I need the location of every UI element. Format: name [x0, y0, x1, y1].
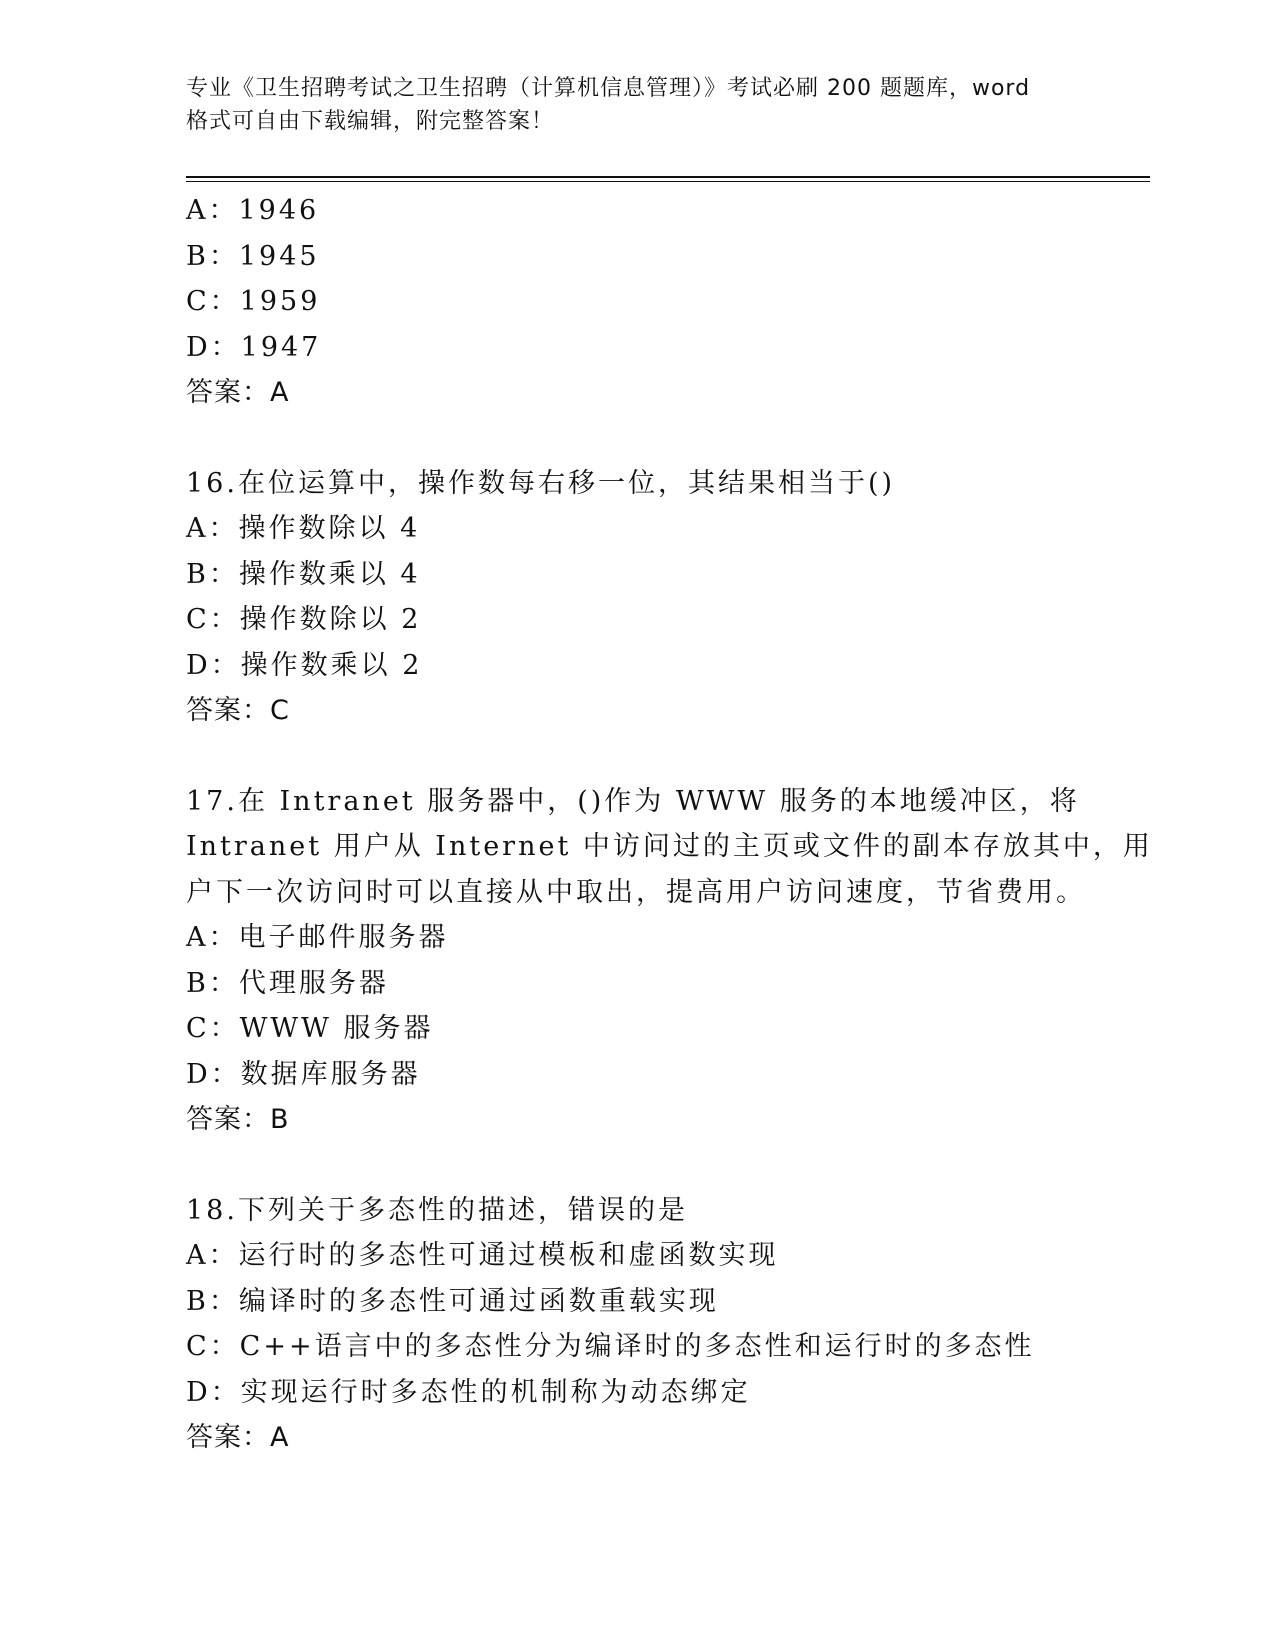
option-b: B：操作数乘以 4 — [186, 558, 421, 590]
option-d: D：操作数乘以 2 — [186, 649, 423, 681]
answer: 答案：C — [186, 695, 290, 726]
question-17 — [186, 779, 1153, 1143]
header-line-2: 格式可自由下载编辑，附完整答案！ — [186, 109, 555, 134]
document-header — [186, 72, 1086, 138]
question-text-line-1: 17.在 Intranet 服务器中，()作为 WWW 服务的本地缓冲区，将 — [186, 785, 1080, 817]
question-text: 18.下列关于多态性的描述，错误的是 — [186, 1194, 688, 1226]
header-divider — [186, 176, 1150, 182]
question-text-line-2: Intranet 用户从 Internet 中访问过的主页或文件的副本存放其中，用 — [186, 831, 1153, 862]
question-text: 16.在位运算中，操作数每右移一位，其结果相当于() — [186, 467, 896, 499]
option-b: B：1945 — [186, 240, 320, 272]
option-d: D：1947 — [186, 331, 322, 363]
question-18 — [186, 1188, 1106, 1461]
answer: 答案：A — [186, 377, 290, 408]
option-d: D：数据库服务器 — [186, 1058, 421, 1090]
option-c: C：操作数除以 2 — [186, 604, 422, 635]
question-text-line-3: 户下一次访问时可以直接从中取出，提高用户访问速度，节省费用。 — [186, 876, 1086, 908]
option-c: C：WWW 服务器 — [186, 1013, 434, 1044]
option-d: D：实现运行时多态性的机制称为动态绑定 — [186, 1376, 751, 1408]
question-16 — [186, 461, 1106, 734]
option-a: A：操作数除以 4 — [186, 513, 421, 544]
header-line-1: 专业《卫生招聘考试之卫生招聘（计算机信息管理）》考试必刷 200 题题库，word — [186, 76, 1031, 101]
option-c: C：1959 — [186, 286, 321, 317]
answer: 答案：B — [186, 1104, 290, 1135]
option-b: B：编译时的多态性可通过函数重载实现 — [186, 1285, 719, 1317]
answer: 答案：A — [186, 1422, 290, 1453]
question-15 — [186, 188, 1106, 416]
option-c: C：C++语言中的多态性分为编译时的多态性和运行时的多态性 — [186, 1331, 1035, 1362]
option-b: B：代理服务器 — [186, 967, 389, 999]
option-a: A：电子邮件服务器 — [186, 922, 449, 953]
question-list — [186, 188, 1153, 1461]
option-a: A：1946 — [186, 195, 320, 226]
option-a: A：运行时的多态性可通过模板和虚函数实现 — [186, 1240, 779, 1271]
